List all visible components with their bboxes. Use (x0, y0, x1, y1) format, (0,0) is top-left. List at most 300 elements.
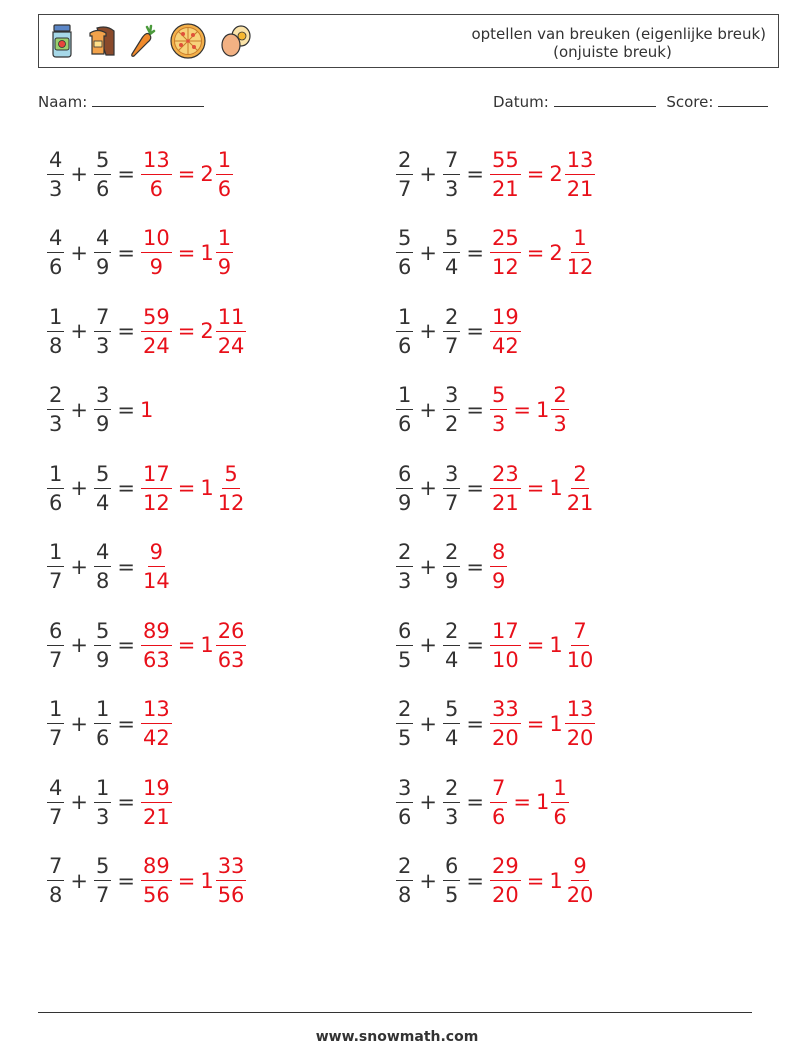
denominator: 21 (566, 490, 594, 515)
numerator: 33 (216, 854, 247, 881)
denominator: 7 (398, 176, 412, 201)
answer-mixed-fraction (565, 697, 596, 750)
plus-sign: + (419, 790, 437, 814)
numerator: 1 (396, 305, 413, 332)
numerator: 3 (396, 776, 413, 803)
pizza-icon (169, 22, 207, 60)
numerator: 2 (47, 383, 64, 410)
numerator: 4 (47, 776, 64, 803)
answer-mixed-whole: 1 (200, 633, 214, 657)
addend-fraction (443, 619, 460, 672)
title-line-1: optellen van breuken (eigenlijke breuk) (471, 25, 766, 43)
score-blank[interactable] (718, 93, 768, 107)
equals-sign: = (466, 162, 484, 186)
answer-improper-fraction (141, 697, 172, 750)
equals-sign: = (466, 554, 484, 579)
denominator: 63 (217, 647, 245, 672)
answer-mixed-whole: 1 (200, 240, 214, 265)
answer-mixed-whole: 1 (549, 868, 563, 893)
denominator: 3 (444, 804, 459, 829)
answer-improper-fraction (490, 226, 521, 279)
problem-row (395, 220, 596, 286)
denominator: 7 (444, 333, 459, 358)
equals-sign: = (466, 790, 484, 814)
problem-row (46, 377, 153, 443)
problem-row (395, 377, 570, 443)
answer-mixed-whole: 1 (200, 868, 214, 893)
numerator: 5 (443, 226, 460, 253)
addend-fraction (396, 148, 413, 201)
answer-mixed-fraction (565, 462, 596, 515)
addend-fraction (47, 854, 64, 907)
answer-equals-sign: = (177, 162, 196, 186)
answer-mixed-fraction (551, 776, 568, 829)
addend-fraction (396, 776, 413, 829)
answer-improper-fraction (490, 540, 507, 593)
addend-fraction (396, 540, 413, 593)
answer-improper-fraction (141, 854, 172, 907)
answer-equals-sign: = (177, 319, 196, 343)
plus-sign: + (70, 476, 88, 500)
numerator: 1 (47, 697, 64, 724)
denominator: 6 (49, 255, 63, 279)
numerator: 23 (490, 462, 521, 489)
answer-equals-sign: = (526, 633, 545, 657)
numerator: 3 (443, 462, 460, 489)
denominator: 6 (398, 333, 412, 358)
numerator: 1 (551, 776, 568, 803)
addend-fraction (396, 226, 413, 279)
problem-row (46, 612, 247, 678)
equals-sign: = (117, 633, 135, 657)
numerator: 8 (490, 540, 507, 567)
plus-sign: + (70, 711, 88, 736)
answer-equals-sign: = (513, 790, 531, 814)
denominator: 10 (491, 647, 519, 672)
problem-row (46, 298, 247, 364)
numerator: 6 (47, 619, 64, 646)
problem-row (395, 298, 522, 364)
answer-improper-fraction (490, 697, 521, 750)
denominator: 4 (444, 726, 459, 750)
denominator: 6 (217, 176, 232, 201)
equals-sign: = (117, 162, 135, 186)
denominator: 21 (491, 176, 519, 201)
equals-sign: = (466, 319, 484, 343)
numerator: 6 (396, 619, 413, 646)
date-score-fields (493, 93, 768, 111)
footer-url: www.snowmath.com (315, 1029, 479, 1045)
denominator: 7 (49, 647, 63, 672)
plus-sign: + (70, 868, 88, 893)
answer-mixed-whole: 2 (549, 240, 563, 265)
numerator: 17 (490, 619, 521, 646)
answer-improper-fraction (141, 148, 172, 201)
answer-whole: 1 (139, 397, 154, 422)
numerator: 89 (141, 619, 172, 646)
denominator: 9 (95, 647, 110, 672)
denominator: 4 (444, 647, 459, 672)
denominator: 20 (566, 726, 594, 750)
addend-fraction (396, 697, 413, 750)
answer-mixed-whole: 1 (549, 633, 563, 657)
answer-improper-fraction (490, 383, 507, 436)
numerator: 7 (571, 619, 588, 646)
numerator: 10 (141, 226, 172, 253)
addend-fraction (47, 305, 64, 358)
numerator: 33 (490, 697, 521, 724)
problem-row (395, 612, 596, 678)
problem-row (395, 769, 570, 835)
denominator: 42 (491, 333, 519, 358)
denominator: 7 (49, 569, 63, 593)
answer-mixed-fraction (216, 854, 247, 907)
addend-fraction (47, 148, 64, 201)
numerator: 13 (141, 148, 172, 175)
denominator: 8 (95, 569, 110, 593)
numerator: 7 (443, 148, 460, 175)
addend-fraction (396, 383, 413, 436)
denominator: 9 (444, 569, 459, 593)
denominator: 14 (142, 569, 170, 593)
addend-fraction (94, 697, 111, 750)
addend-fraction (94, 462, 111, 515)
plus-sign: + (419, 711, 437, 736)
numerator: 6 (396, 462, 413, 489)
name-blank[interactable] (92, 93, 204, 107)
bread-toast-icon (87, 24, 117, 58)
footer-divider (38, 1012, 752, 1013)
addend-fraction (443, 305, 460, 358)
answer-improper-fraction (490, 462, 521, 515)
plus-sign: + (419, 633, 437, 657)
addend-fraction (94, 854, 111, 907)
denominator: 2 (444, 412, 459, 436)
problem-row (46, 455, 247, 521)
denominator: 20 (491, 726, 519, 750)
answer-mixed-fraction (551, 383, 568, 436)
numerator: 2 (396, 148, 413, 175)
egg-icon (219, 24, 253, 58)
equals-sign: = (466, 240, 484, 265)
denominator: 6 (149, 176, 164, 201)
numerator: 29 (490, 854, 521, 881)
answer-improper-fraction (141, 462, 172, 515)
plus-sign: + (70, 319, 88, 343)
denominator: 12 (142, 490, 170, 515)
denominator: 12 (566, 255, 594, 279)
denominator: 8 (398, 883, 412, 907)
equals-sign: = (466, 868, 484, 893)
denominator: 8 (49, 333, 63, 358)
answer-equals-sign: = (177, 240, 196, 265)
denominator: 7 (95, 883, 110, 907)
denominator: 9 (398, 490, 412, 515)
denominator: 3 (444, 176, 459, 201)
denominator: 10 (566, 647, 594, 672)
numerator: 2 (396, 697, 413, 724)
denominator: 4 (444, 255, 459, 279)
numerator: 2 (443, 619, 460, 646)
addend-fraction (94, 148, 111, 201)
problem-row (395, 455, 596, 521)
addend-fraction (94, 619, 111, 672)
answer-equals-sign: = (177, 633, 196, 657)
plus-sign: + (70, 240, 88, 265)
addend-fraction (47, 462, 64, 515)
numerator: 5 (94, 854, 111, 881)
denominator: 24 (217, 333, 245, 358)
numerator: 9 (571, 854, 588, 881)
addend-fraction (47, 383, 64, 436)
addend-fraction (396, 854, 413, 907)
denominator: 12 (217, 490, 245, 515)
numerator: 2 (396, 854, 413, 881)
denominator: 20 (566, 883, 594, 907)
answer-mixed-fraction (216, 226, 233, 279)
denominator: 3 (95, 804, 110, 829)
plus-sign: + (70, 397, 88, 422)
plus-sign: + (419, 476, 437, 500)
equals-sign: = (466, 633, 484, 657)
answer-equals-sign: = (526, 240, 545, 265)
equals-sign: = (117, 554, 135, 579)
equals-sign: = (117, 397, 135, 422)
numerator: 1 (216, 226, 233, 253)
denominator: 8 (49, 883, 63, 907)
plus-sign: + (419, 397, 437, 422)
answer-improper-fraction (141, 305, 172, 358)
denominator: 5 (444, 883, 459, 907)
answer-mixed-fraction (216, 462, 247, 515)
numerator: 5 (443, 697, 460, 724)
equals-sign: = (117, 711, 135, 736)
answer-equals-sign: = (526, 162, 545, 186)
numerator: 26 (216, 619, 247, 646)
addend-fraction (47, 697, 64, 750)
answer-equals-sign: = (513, 397, 531, 422)
addend-fraction (443, 226, 460, 279)
problem-row (46, 220, 234, 286)
addend-fraction (443, 776, 460, 829)
carrot-icon (129, 23, 157, 59)
plus-sign: + (419, 240, 437, 265)
numerator: 2 (551, 383, 568, 410)
answer-mixed-fraction (565, 619, 596, 672)
denominator: 3 (398, 569, 412, 593)
answer-mixed-whole: 1 (549, 711, 563, 736)
plus-sign: + (419, 868, 437, 893)
numerator: 19 (490, 305, 521, 332)
addend-fraction (94, 540, 111, 593)
problem-row (395, 848, 596, 914)
denominator: 4 (95, 490, 110, 515)
header-icons (49, 21, 253, 61)
addend-fraction (94, 226, 111, 279)
addend-fraction (396, 305, 413, 358)
answer-improper-fraction (490, 305, 521, 358)
plus-sign: + (70, 162, 88, 186)
addend-fraction (443, 148, 460, 201)
answer-mixed-whole: 2 (200, 319, 214, 343)
addend-fraction (396, 619, 413, 672)
denominator: 6 (398, 804, 412, 829)
answer-equals-sign: = (526, 476, 545, 500)
date-label: Datum: (493, 93, 549, 111)
addend-fraction (443, 540, 460, 593)
numerator: 2 (443, 540, 460, 567)
denominator: 21 (491, 490, 519, 515)
denominator: 12 (491, 255, 519, 279)
denominator: 6 (398, 412, 412, 436)
denominator: 7 (49, 726, 63, 750)
numerator: 1 (47, 462, 64, 489)
denominator: 42 (142, 726, 170, 750)
numerator: 1 (94, 776, 111, 803)
equals-sign: = (117, 790, 135, 814)
addend-fraction (443, 383, 460, 436)
denominator: 56 (142, 883, 170, 907)
jam-jar-icon (49, 23, 75, 59)
addend-fraction (443, 697, 460, 750)
equals-sign: = (117, 319, 135, 343)
answer-equals-sign: = (526, 868, 545, 893)
denominator: 3 (49, 176, 63, 201)
numerator: 7 (47, 854, 64, 881)
problem-row (395, 141, 596, 207)
numerator: 13 (141, 697, 172, 724)
denominator: 9 (95, 255, 110, 279)
numerator: 4 (47, 148, 64, 175)
numerator: 4 (94, 540, 111, 567)
name-label: Naam: (38, 93, 88, 111)
numerator: 1 (47, 540, 64, 567)
denominator: 7 (444, 490, 459, 515)
addend-fraction (443, 462, 460, 515)
answer-mixed-whole: 1 (200, 476, 214, 500)
answer-mixed-fraction (216, 305, 247, 358)
answer-improper-fraction (490, 148, 521, 201)
answer-mixed-whole: 1 (535, 790, 550, 814)
problem-row (395, 534, 508, 600)
denominator: 6 (95, 176, 110, 201)
problem-row (46, 534, 173, 600)
numerator: 7 (490, 776, 507, 803)
problem-row (46, 769, 173, 835)
numerator: 25 (490, 226, 521, 253)
numerator: 5 (94, 148, 111, 175)
answer-mixed-whole: 1 (535, 397, 550, 422)
denominator: 7 (49, 804, 63, 829)
denominator: 5 (398, 726, 412, 750)
plus-sign: + (419, 162, 437, 186)
plus-sign: + (419, 554, 437, 579)
plus-sign: + (70, 633, 88, 657)
numerator: 3 (443, 383, 460, 410)
numerator: 4 (94, 226, 111, 253)
denominator: 9 (217, 255, 232, 279)
name-field (38, 93, 204, 111)
addend-fraction (443, 854, 460, 907)
numerator: 5 (94, 619, 111, 646)
addend-fraction (94, 305, 111, 358)
denominator: 3 (95, 333, 110, 358)
numerator: 19 (141, 776, 172, 803)
score-label: Score: (666, 93, 714, 111)
plus-sign: + (419, 319, 437, 343)
denominator: 3 (49, 412, 63, 436)
addend-fraction (47, 226, 64, 279)
equals-sign: = (117, 476, 135, 500)
equals-sign: = (466, 397, 484, 422)
numerator: 5 (94, 462, 111, 489)
denominator: 6 (95, 726, 110, 750)
answer-improper-fraction (141, 540, 172, 593)
numerator: 2 (571, 462, 588, 489)
numerator: 17 (141, 462, 172, 489)
numerator: 55 (490, 148, 521, 175)
numerator: 2 (443, 776, 460, 803)
problem-row (46, 141, 234, 207)
numerator: 13 (565, 697, 596, 724)
denominator: 63 (142, 647, 170, 672)
numerator: 13 (565, 148, 596, 175)
numerator: 3 (94, 383, 111, 410)
answer-equals-sign: = (526, 711, 545, 736)
addend-fraction (94, 776, 111, 829)
denominator: 9 (95, 412, 110, 436)
addend-fraction (396, 462, 413, 515)
numerator: 59 (141, 305, 172, 332)
numerator: 6 (443, 854, 460, 881)
numerator: 11 (216, 305, 247, 332)
denominator: 6 (491, 804, 506, 829)
answer-mixed-fraction (565, 148, 596, 201)
problem-row (46, 848, 247, 914)
worksheet-header (38, 14, 779, 68)
title-line-2: (onjuiste breuk) (553, 43, 672, 61)
numerator: 7 (94, 305, 111, 332)
denominator: 9 (491, 569, 506, 593)
addend-fraction (47, 776, 64, 829)
denominator: 6 (553, 804, 567, 829)
denominator: 9 (149, 255, 164, 279)
denominator: 3 (491, 412, 506, 436)
denominator: 20 (491, 883, 519, 907)
answer-improper-fraction (490, 776, 507, 829)
answer-improper-fraction (141, 226, 172, 279)
problem-row (46, 691, 173, 757)
answer-improper-fraction (141, 776, 172, 829)
answer-mixed-whole: 2 (200, 162, 214, 186)
numerator: 1 (571, 226, 588, 253)
plus-sign: + (70, 790, 88, 814)
equals-sign: = (117, 240, 135, 265)
numerator: 9 (148, 540, 165, 567)
answer-mixed-fraction (216, 619, 247, 672)
worksheet-title (339, 25, 766, 61)
date-blank[interactable] (554, 93, 656, 107)
denominator: 3 (553, 412, 567, 436)
answer-improper-fraction (141, 619, 172, 672)
denominator: 21 (142, 804, 170, 829)
answer-mixed-fraction (565, 226, 596, 279)
answer-mixed-whole: 2 (549, 162, 563, 186)
denominator: 6 (49, 490, 63, 515)
denominator: 56 (217, 883, 245, 907)
denominator: 5 (398, 647, 412, 672)
numerator: 1 (396, 383, 413, 410)
